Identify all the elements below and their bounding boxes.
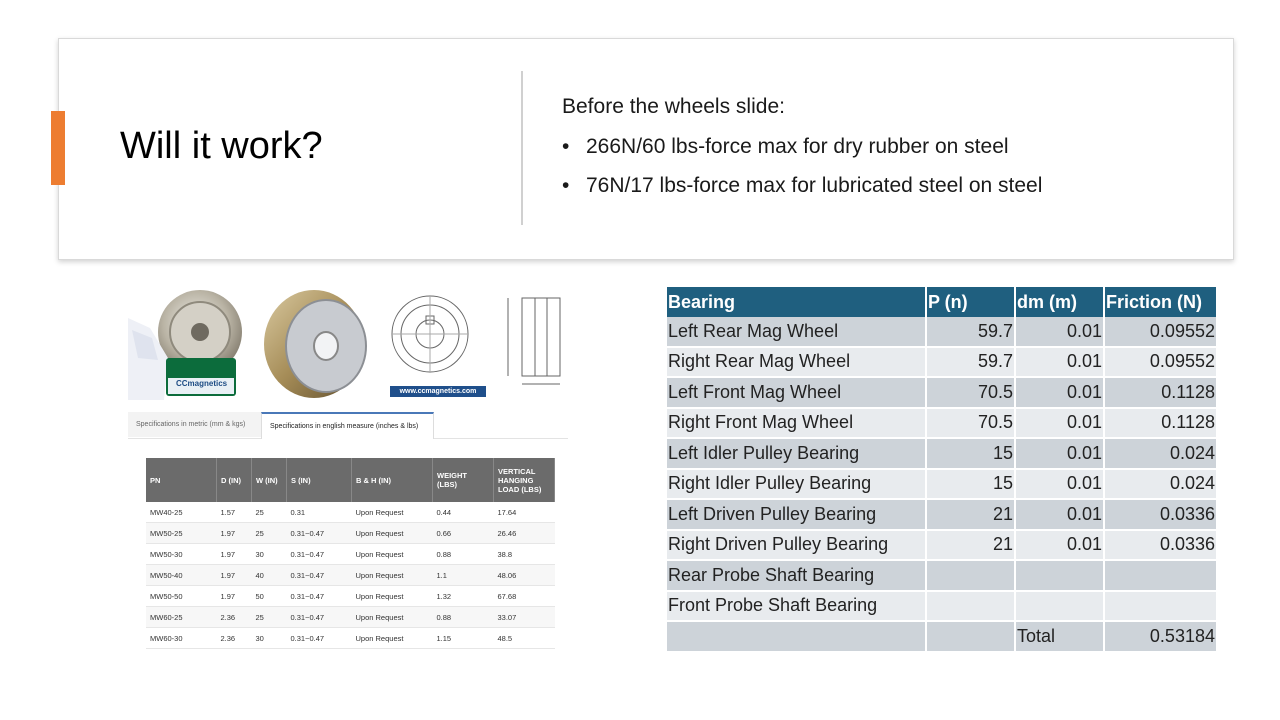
spec-cell: Upon Request bbox=[352, 544, 433, 565]
spec-cell: MW50-25 bbox=[146, 523, 217, 544]
spec-cell: 0.44 bbox=[433, 502, 494, 523]
spec-cell: MW60-30 bbox=[146, 628, 217, 649]
bearing-row bbox=[667, 348, 1218, 379]
spec-cell: 0.31~0.47 bbox=[287, 586, 352, 607]
bearing-friction: 0.1128 bbox=[1105, 409, 1218, 440]
bearing-name: Right Front Mag Wheel bbox=[667, 409, 927, 440]
spec-cell: 0.31~0.47 bbox=[287, 523, 352, 544]
spec-cell: Upon Request bbox=[352, 565, 433, 586]
spec-body bbox=[146, 502, 555, 649]
bearing-total-row bbox=[667, 622, 1218, 653]
bearing-row bbox=[667, 561, 1218, 592]
bullet-text: 266N/60 lbs-force max for dry rubber on steel bbox=[586, 135, 1009, 158]
bearing-load: 21 bbox=[927, 500, 1016, 531]
bearing-load: 15 bbox=[927, 470, 1016, 501]
bullet-dot-icon: • bbox=[562, 135, 570, 158]
spec-cell: MW50-40 bbox=[146, 565, 217, 586]
bearing-name: Right Driven Pulley Bearing bbox=[667, 531, 927, 562]
bearing-name: Left Front Mag Wheel bbox=[667, 378, 927, 409]
spec-cell: 1.57 bbox=[217, 502, 252, 523]
bullet-text: 76N/17 lbs-force max for lubricated steel on steel bbox=[586, 174, 1043, 197]
spec-cell: MW40-25 bbox=[146, 502, 217, 523]
spec-cell: 0.88 bbox=[433, 544, 494, 565]
bearing-friction: 0.1128 bbox=[1105, 378, 1218, 409]
bearing-diameter bbox=[1016, 592, 1105, 623]
spec-header: B & H (IN) bbox=[352, 458, 433, 502]
bearing-row bbox=[667, 317, 1218, 348]
bearing-diameter: 0.01 bbox=[1016, 500, 1105, 531]
bullet-list bbox=[562, 132, 1042, 201]
bearing-row bbox=[667, 470, 1218, 501]
bearing-table bbox=[667, 287, 1218, 653]
spec-cell: 1.97 bbox=[217, 544, 252, 565]
wheel-drawing-side bbox=[508, 298, 560, 384]
slide-title: Will it work? bbox=[120, 125, 323, 167]
wheel-drawing-front bbox=[392, 296, 468, 372]
spec-row bbox=[146, 523, 555, 544]
bearing-row bbox=[667, 409, 1218, 440]
spec-cell: 1.32 bbox=[433, 586, 494, 607]
spec-cell: 25 bbox=[252, 607, 287, 628]
title-divider bbox=[521, 71, 523, 225]
spec-cell: Upon Request bbox=[352, 628, 433, 649]
bearing-header-row bbox=[667, 287, 1218, 317]
bearing-body bbox=[667, 317, 1218, 653]
bearing-name: Left Rear Mag Wheel bbox=[667, 317, 927, 348]
spec-cell: 30 bbox=[252, 544, 287, 565]
bearing-row bbox=[667, 378, 1218, 409]
spec-cell: 0.31 bbox=[287, 502, 352, 523]
spec-cell: 0.88 bbox=[433, 607, 494, 628]
tab-metric: Specifications in metric (mm & kgs) bbox=[128, 412, 268, 437]
spec-header: WEIGHT (LBS) bbox=[433, 458, 494, 502]
spec-tabs bbox=[128, 412, 568, 439]
slide-body bbox=[562, 92, 1042, 210]
spec-cell: 0.31~0.47 bbox=[287, 607, 352, 628]
spec-cell: 0.31~0.47 bbox=[287, 628, 352, 649]
spec-cell: 0.66 bbox=[433, 523, 494, 544]
bearing-header: P (n) bbox=[927, 287, 1016, 317]
spec-cell: 48.06 bbox=[494, 565, 555, 586]
url-label: www.ccmagnetics.com bbox=[390, 386, 486, 397]
bearing-diameter: 0.01 bbox=[1016, 378, 1105, 409]
total-empty-cell bbox=[667, 622, 927, 653]
spec-row bbox=[146, 544, 555, 565]
spec-header: W (IN) bbox=[252, 458, 287, 502]
spec-cell: 67.68 bbox=[494, 586, 555, 607]
bearing-friction: 0.024 bbox=[1105, 439, 1218, 470]
bearing-friction bbox=[1105, 561, 1218, 592]
spec-header: VERTICAL HANGING LOAD (LBS) bbox=[494, 458, 555, 502]
spec-cell: Upon Request bbox=[352, 586, 433, 607]
product-image bbox=[128, 288, 568, 652]
wheel-photos bbox=[128, 288, 568, 412]
spec-cell: MW50-50 bbox=[146, 586, 217, 607]
bearing-diameter bbox=[1016, 561, 1105, 592]
spec-header: D (IN) bbox=[217, 458, 252, 502]
spec-cell: Upon Request bbox=[352, 607, 433, 628]
spec-row bbox=[146, 607, 555, 628]
spec-cell: 33.07 bbox=[494, 607, 555, 628]
spec-cell: 25 bbox=[252, 502, 287, 523]
spec-cell: 26.46 bbox=[494, 523, 555, 544]
spec-cell: 40 bbox=[252, 565, 287, 586]
spec-row bbox=[146, 502, 555, 523]
bearing-load: 15 bbox=[927, 439, 1016, 470]
spec-cell: 48.5 bbox=[494, 628, 555, 649]
bearing-load: 59.7 bbox=[927, 317, 1016, 348]
bullet-dot-icon: • bbox=[562, 174, 570, 197]
bearing-friction: 0.0336 bbox=[1105, 531, 1218, 562]
spec-header-row bbox=[146, 458, 555, 502]
bearing-name: Right Idler Pulley Bearing bbox=[667, 470, 927, 501]
spec-cell: 0.31~0.47 bbox=[287, 544, 352, 565]
bearing-load: 59.7 bbox=[927, 348, 1016, 379]
bearing-load bbox=[927, 561, 1016, 592]
total-empty-cell bbox=[927, 622, 1016, 653]
brand-logo-text: CCmagnetics bbox=[176, 379, 228, 388]
bearing-load: 70.5 bbox=[927, 378, 1016, 409]
spec-cell: 1.97 bbox=[217, 565, 252, 586]
bearing-friction: 0.09552 bbox=[1105, 317, 1218, 348]
wheel-photo-knurled bbox=[264, 290, 366, 398]
spec-cell: MW50-30 bbox=[146, 544, 217, 565]
spec-cell: 30 bbox=[252, 628, 287, 649]
bearing-header: Friction (N) bbox=[1105, 287, 1218, 317]
spec-cell: 1.97 bbox=[217, 523, 252, 544]
lead-text: Before the wheels slide: bbox=[562, 95, 785, 118]
spec-cell: 2.36 bbox=[217, 607, 252, 628]
spec-cell: Upon Request bbox=[352, 502, 433, 523]
bearing-row bbox=[667, 531, 1218, 562]
spec-cell: MW60-25 bbox=[146, 607, 217, 628]
bearing-friction: 0.0336 bbox=[1105, 500, 1218, 531]
spec-cell: 2.36 bbox=[217, 628, 252, 649]
bearing-header: dm (m) bbox=[1016, 287, 1105, 317]
bearing-load: 21 bbox=[927, 531, 1016, 562]
total-label: Total bbox=[1016, 622, 1105, 653]
spec-row bbox=[146, 565, 555, 586]
spec-cell: 25 bbox=[252, 523, 287, 544]
spec-cell: 1.1 bbox=[433, 565, 494, 586]
spec-header: PN bbox=[146, 458, 217, 502]
spec-cell: Upon Request bbox=[352, 523, 433, 544]
bearing-load bbox=[927, 592, 1016, 623]
bullet-item bbox=[562, 132, 1042, 162]
bearing-friction: 0.024 bbox=[1105, 470, 1218, 501]
bearing-friction bbox=[1105, 592, 1218, 623]
spec-cell: 1.15 bbox=[433, 628, 494, 649]
bearing-diameter: 0.01 bbox=[1016, 531, 1105, 562]
bearing-row bbox=[667, 592, 1218, 623]
bearing-name: Left Driven Pulley Bearing bbox=[667, 500, 927, 531]
bullet-item bbox=[562, 171, 1042, 201]
bearing-row bbox=[667, 439, 1218, 470]
bearing-name: Rear Probe Shaft Bearing bbox=[667, 561, 927, 592]
spec-cell: 1.97 bbox=[217, 586, 252, 607]
spec-header: S (IN) bbox=[287, 458, 352, 502]
total-value: 0.53184 bbox=[1105, 622, 1218, 653]
bearing-friction: 0.09552 bbox=[1105, 348, 1218, 379]
bearing-diameter: 0.01 bbox=[1016, 470, 1105, 501]
bearing-header: Bearing bbox=[667, 287, 927, 317]
bearing-diameter: 0.01 bbox=[1016, 409, 1105, 440]
spec-cell: 38.8 bbox=[494, 544, 555, 565]
spec-cell: 50 bbox=[252, 586, 287, 607]
spec-cell: 0.31~0.47 bbox=[287, 565, 352, 586]
accent-bar bbox=[51, 111, 65, 185]
bearing-diameter: 0.01 bbox=[1016, 348, 1105, 379]
bearing-row bbox=[667, 500, 1218, 531]
tab-english: Specifications in english measure (inches & lbs) bbox=[261, 412, 434, 439]
bearing-diameter: 0.01 bbox=[1016, 439, 1105, 470]
bearing-name: Left Idler Pulley Bearing bbox=[667, 439, 927, 470]
spec-cell: 17.64 bbox=[494, 502, 555, 523]
bearing-load: 70.5 bbox=[927, 409, 1016, 440]
bearing-diameter: 0.01 bbox=[1016, 317, 1105, 348]
spec-row bbox=[146, 586, 555, 607]
bearing-name: Front Probe Shaft Bearing bbox=[667, 592, 927, 623]
spec-row bbox=[146, 628, 555, 649]
spec-table bbox=[146, 458, 555, 649]
bearing-name: Right Rear Mag Wheel bbox=[667, 348, 927, 379]
